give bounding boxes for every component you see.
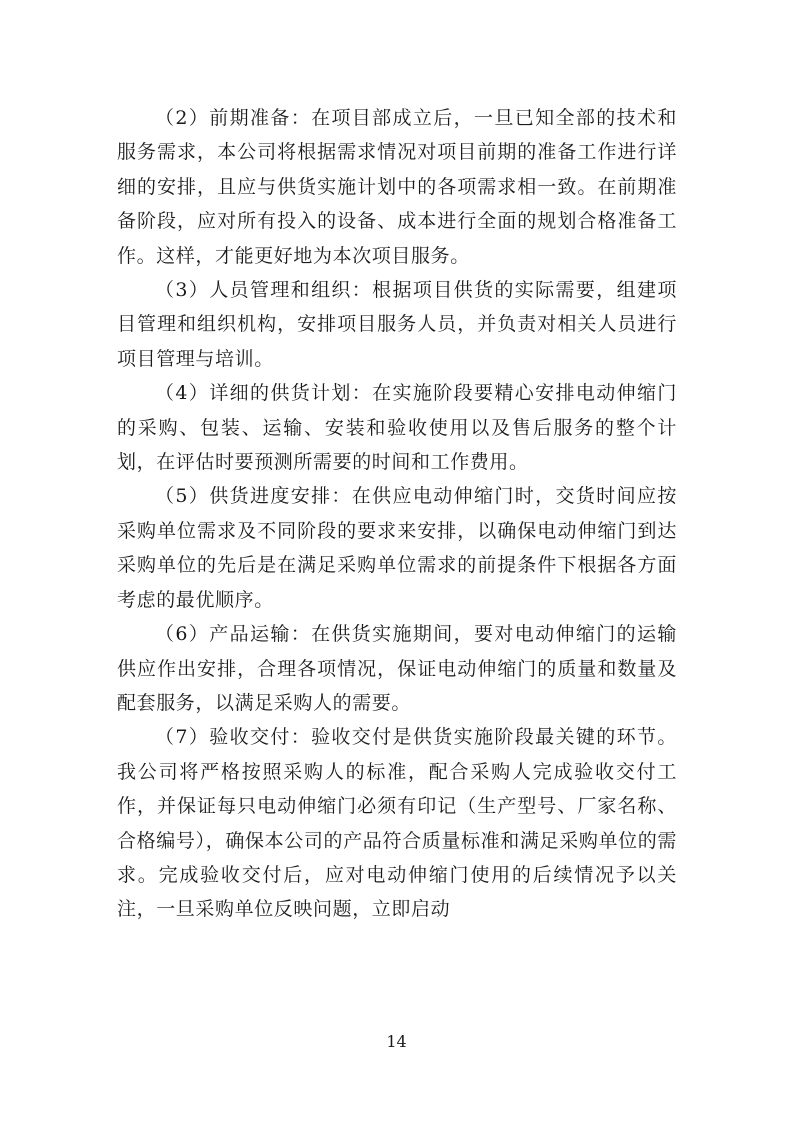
paragraph-supply-plan: （4）详细的供货计划：在实施阶段要精心安排电动伸缩门的采购、包装、运输、安装和验收使用以及售后服务的整个计划，在评估时要预测所需要的时间和工作费用。: [117, 382, 677, 474]
paragraph-acceptance: （7）验收交付：验收交付是供货实施阶段最关键的环节。我公司将严格按照采购人的标准，配合采购人完成验收交付工作，并保证每只电动伸缩门必须有印记（生产型号、厂家名称、合格编号），确保本公司的产品符合质量标准和满足采购单位的需求。完成验收交付后，应对电动伸缩门使用的后续情况予以关注，一旦采购单位反映问题，立即启动: [117, 726, 677, 921]
page-number: 14: [386, 1032, 407, 1051]
paragraph-schedule: （5）供货进度安排：在供应电动伸缩门时，交货时间应按采购单位需求及不同阶段的要求来安排，以确保电动伸缩门到达采购单位的先后是在满足采购单位需求的前提条件下根据各方面考虑的最优顺序。: [117, 485, 677, 611]
paragraph-preparation: （2）前期准备：在项目部成立后，一旦已知全部的技术和服务需求，本公司将根据需求情况对项目前期的准备工作进行详细的安排，且应与供货实施计划中的各项需求相一致。在前期准备阶段，应对所有投入的设备、成本进行全面的规划合格准备工作。这样，才能更好地为本次项目服务。: [117, 107, 677, 267]
paragraph-transport: （6）产品运输：在供货实施期间，要对电动伸缩门的运输供应作出安排，合理各项情况，保证电动伸缩门的质量和数量及配套服务，以满足采购人的需要。: [117, 623, 677, 714]
page-body: [117, 101, 677, 927]
paragraph-personnel: （3）人员管理和组织：根据项目供货的实际需要，组建项目管理和组织机构，安排项目服务人员，并负责对相关人员进行项目管理与培训。: [117, 279, 677, 370]
